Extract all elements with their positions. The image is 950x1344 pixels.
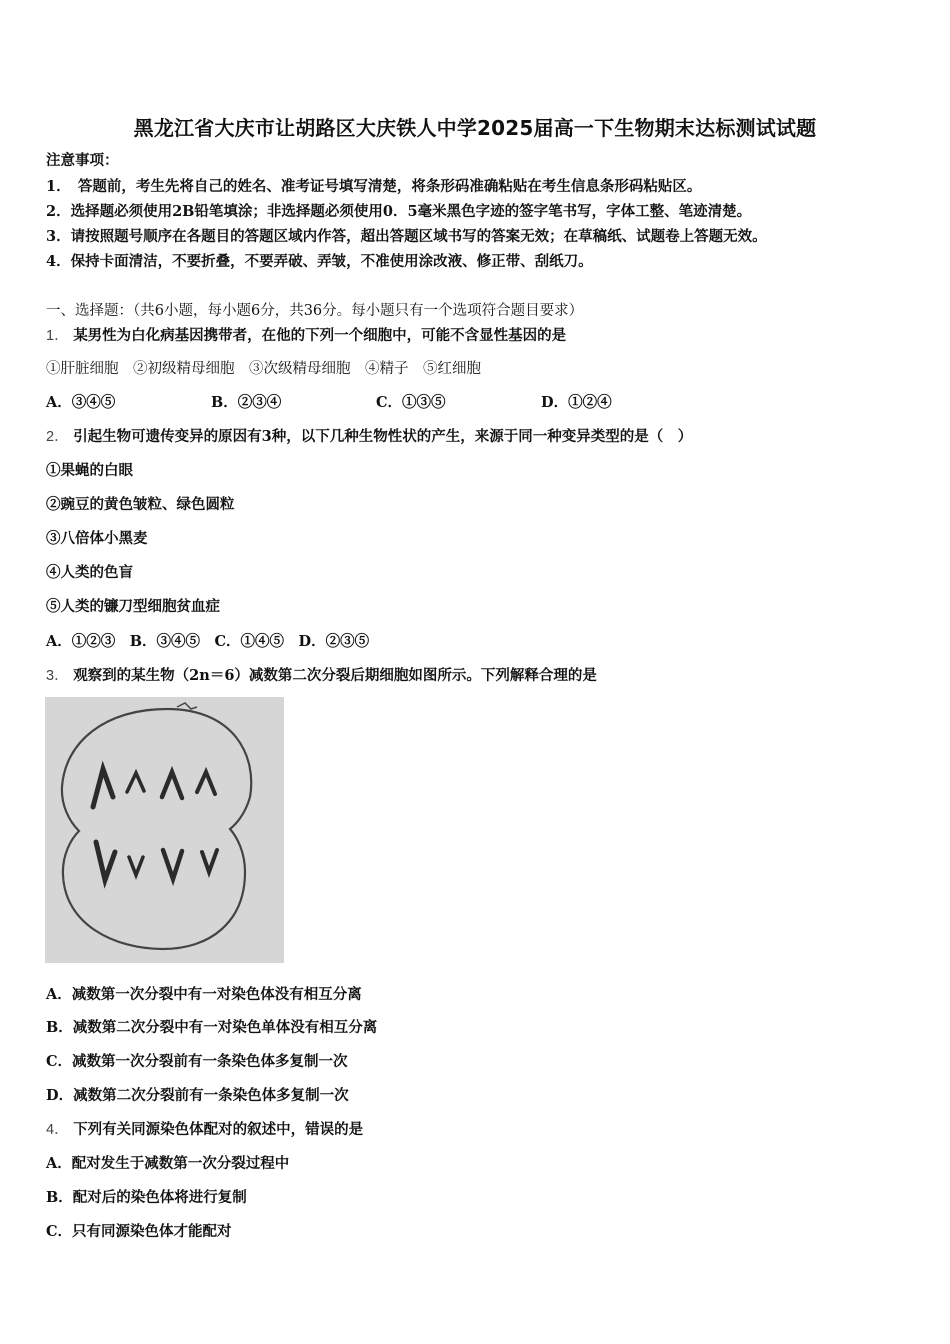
q4-option-b: B．配对后的染色体将进行复制 <box>46 1189 247 1206</box>
q4-option-a: A．配对发生于减数第一次分裂过程中 <box>46 1155 290 1172</box>
notice-item: 1． 答题前，考生先将自己的姓名、准考证号填写清楚，将条形码准确粘贴在考生信息条形码粘贴区。 <box>46 178 702 195</box>
option-d: D．①②④ <box>541 394 612 411</box>
q3-option-b: B．减数第二次分裂中有一对染色单体没有相互分离 <box>46 1019 378 1036</box>
cell-membrane <box>62 709 251 949</box>
question-1 <box>46 326 566 346</box>
q1-list: ①肝脏细胞 ②初级精母细胞 ③次级精母细胞 ④精子 ⑤红细胞 <box>46 361 481 377</box>
question-stem: 引起生物可遗传变异的原因有3种，以下几种生物性状的产生，来源于同一种变异类型的是（ ） <box>73 428 693 445</box>
question-number: 2． <box>46 429 69 445</box>
notice-item: 4．保持卡面清洁，不要折叠，不要弄破、弄皱，不准使用涂改液、修正带、刮纸刀。 <box>46 253 593 270</box>
question-number: 4． <box>46 1122 69 1138</box>
q2-item: ③八倍体小黑麦 <box>46 530 148 547</box>
question-2 <box>46 427 692 447</box>
question-stem: 下列有关同源染色体配对的叙述中，错误的是 <box>73 1121 364 1138</box>
q2-item: ①果蝇的白眼 <box>46 462 133 479</box>
question-3 <box>46 666 597 686</box>
q2-options: A．①②③ B．③④⑤ C．①④⑤ D．②③⑤ <box>46 633 370 650</box>
page-title: 黑龙江省大庆市让胡路区大庆铁人中学2025届高一下生物期末达标测试试题 <box>133 116 817 140</box>
q2-item: ④人类的色盲 <box>46 564 133 581</box>
option-c: C．①③⑤ <box>376 394 446 411</box>
cell-division-figure <box>45 697 284 963</box>
section-heading: 一、选择题：（共6小题，每小题6分，共36分。每小题只有一个选项符合题目要求） <box>46 303 584 319</box>
cell-diagram <box>45 697 284 963</box>
q3-option-a: A．减数第一次分裂中有一对染色体没有相互分离 <box>46 986 362 1003</box>
question-number: 1． <box>46 328 69 344</box>
q2-item: ⑤人类的镰刀型细胞贫血症 <box>46 598 220 615</box>
q3-option-c: C．减数第一次分裂前有一条染色体多复制一次 <box>46 1053 348 1070</box>
question-4 <box>46 1120 363 1140</box>
q3-option-d: D．减数第二次分裂前有一条染色体多复制一次 <box>46 1087 349 1104</box>
chromosomes-lower <box>96 842 217 880</box>
q1-options <box>46 393 612 413</box>
q2-item: ②豌豆的黄色皱粒、绿色圆粒 <box>46 496 235 513</box>
option-a: A．③④⑤ <box>46 394 116 411</box>
chromosomes-upper <box>93 769 215 807</box>
q4-option-c: C．只有同源染色体才能配对 <box>46 1223 232 1240</box>
question-stem: 某男性为白化病基因携带者，在他的下列一个细胞中，可能不含显性基因的是 <box>73 327 567 344</box>
question-number: 3． <box>46 668 69 684</box>
option-b: B．②③④ <box>211 394 282 411</box>
notice-item: 3．请按照题号顺序在各题目的答题区域内作答，超出答题区域书写的答案无效；在草稿纸、试题卷上答题无效。 <box>46 228 767 245</box>
notice-item: 2．选择题必须使用2B铅笔填涂；非选择题必须使用0．5毫米黑色字迹的签字笔书写，字体工整、笔迹清楚。 <box>46 203 752 220</box>
question-stem: 观察到的某生物（2n＝6）减数第二次分裂后期细胞如图所示。下列解释合理的是 <box>73 667 597 684</box>
notice-heading: 注意事项： <box>46 152 119 169</box>
